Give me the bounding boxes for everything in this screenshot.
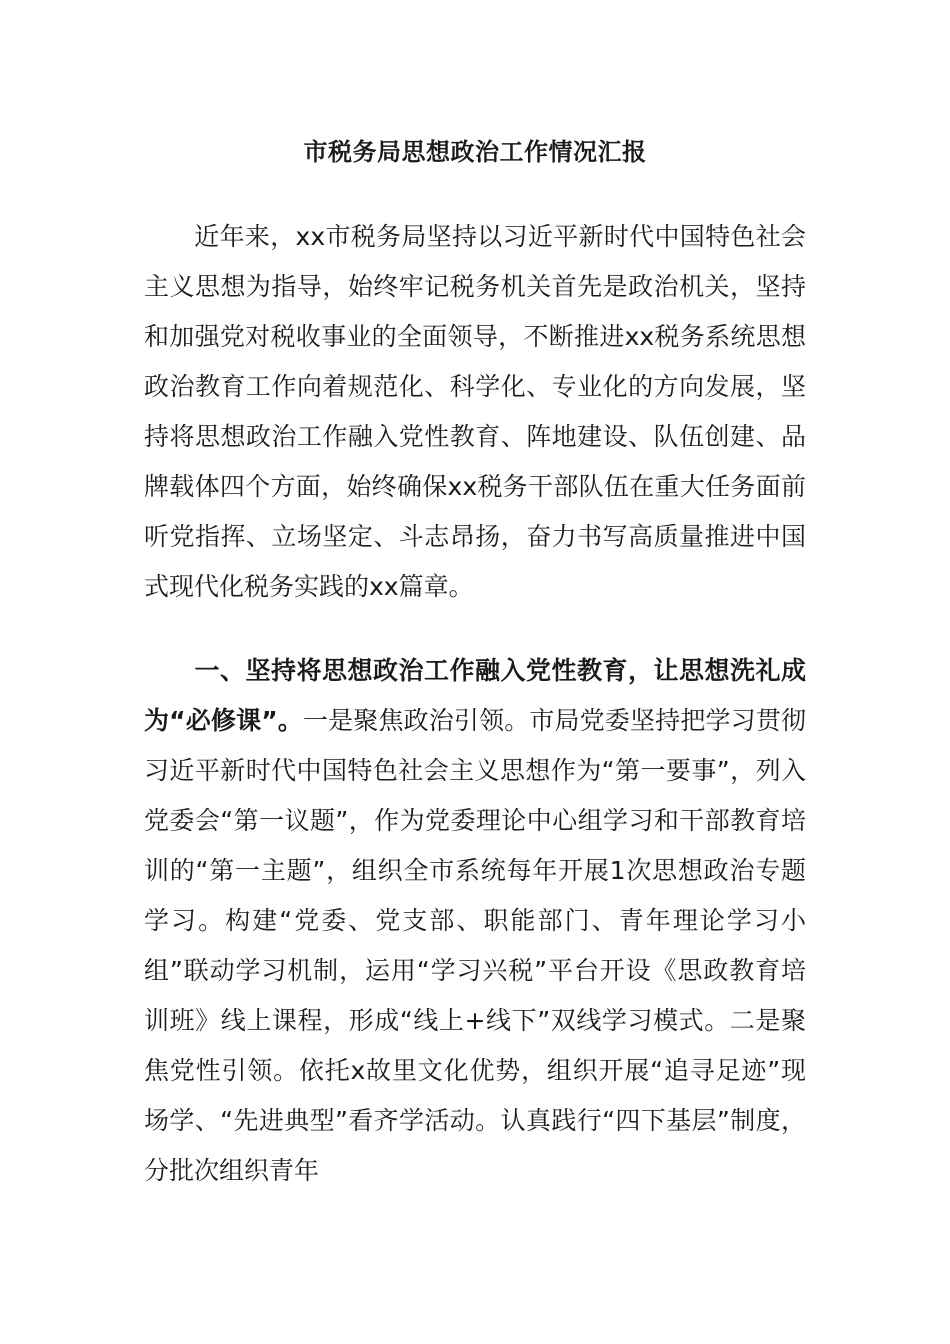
section-one-heading: 一、坚持将思想政治工作融入党性教育，让思想洗礼成为“必修课”。: [144, 656, 806, 735]
intro-paragraph-text: 近年来，xx市税务局坚持以习近平新时代中国特色社会主义思想为指导，始终牢记税务机关首先是政治机关，坚持和加强党对税收事业的全面领导，不断推进xx税务系统思想政治教育工作向着规范化、科学化、专业化的方向发展，坚持将思想政治工作融入党性教育、阵地建设、队伍创建、品牌载体四个方面，始终确保xx税务干部队伍在重大任务面前听党指挥、立场坚定、斗志昂扬，奋力书写高质量推进中国式现代化税务实践的xx篇章。: [144, 222, 806, 601]
document-title: 市税务局思想政治工作情况汇报: [303, 138, 647, 166]
intro-paragraph: [144, 212, 806, 612]
section-one-paragraph: [144, 646, 806, 1196]
section-one-body: 一是聚焦政治引领。市局党委坚持把学习贯彻习近平新时代中国特色社会主义思想作为“第一要事”，列入党委会“第一议题”，作为党委理论中心组学习和干部教育培训的“第一主题”，组织全市系统每年开展1次思想政治专题学习。构建“党委、党支部、职能部门、青年理论学习小组”联动学习机制，运用“学习兴税”平台开设《思政教育培训班》线上课程，形成“线上+线下”双线学习模式。二是聚焦党性引领。依托x故里文化优势，组织开展“追寻足迹”现场学、“先进典型”看齐学活动。认真践行“四下基层”制度，分批次组织青年: [144, 706, 806, 1185]
